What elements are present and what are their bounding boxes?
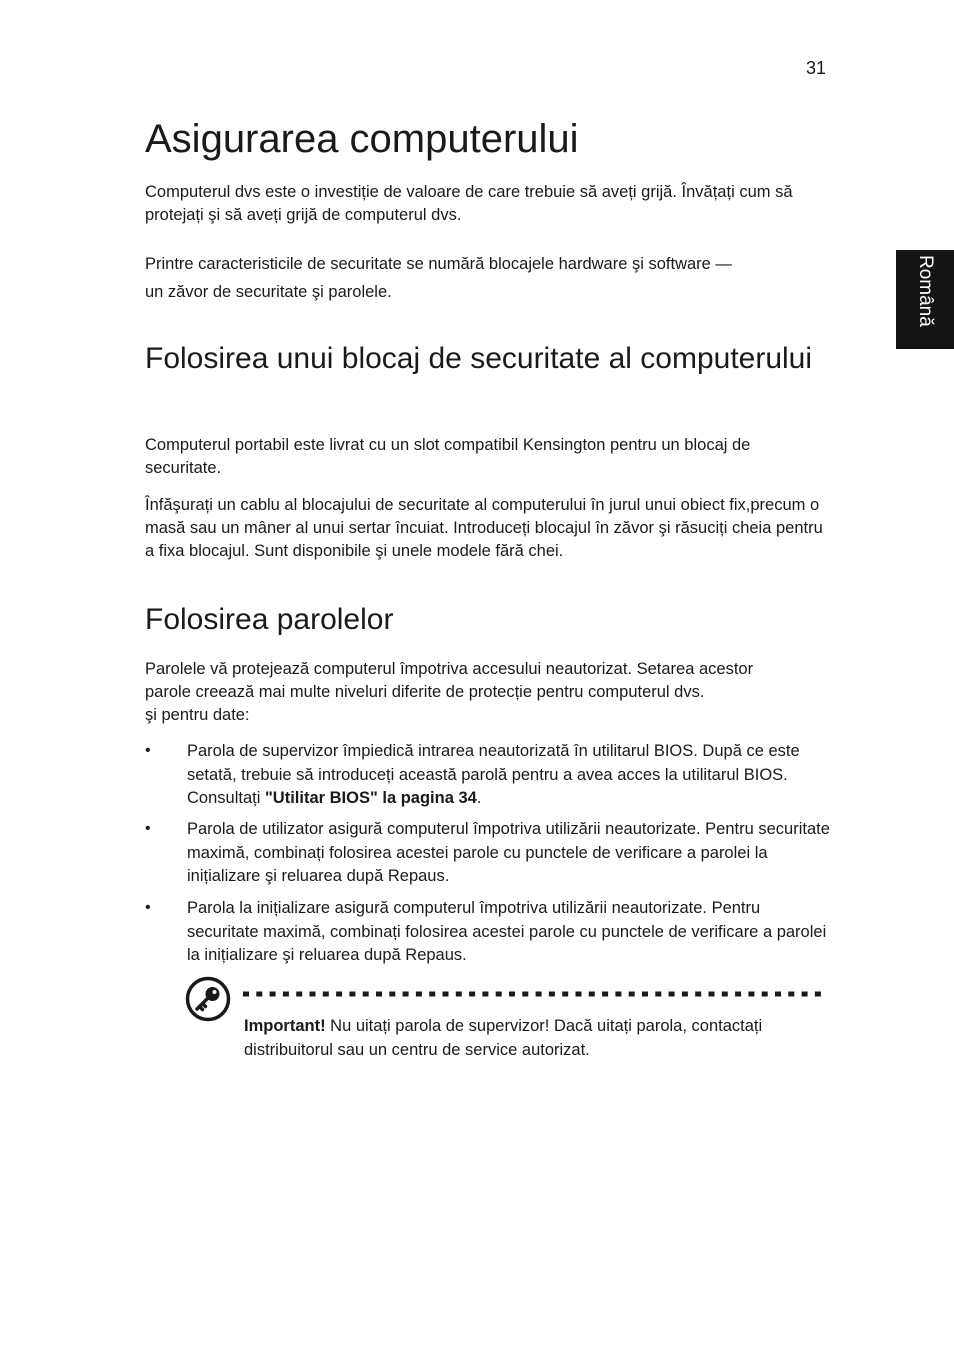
passwords-intro-line-3: şi pentru date: (145, 706, 250, 724)
intro-paragraph-1: Computerul dvs este o investiție de valoare de care trebuie să aveți grijă. Învățați cum să protejați şi să aveți grijă de computerul dvs. (145, 183, 793, 224)
list-item (145, 897, 830, 968)
note-label: Important! (244, 1017, 326, 1035)
bullet-text: Parola la inițializare asigură computerul împotriva utilizării neautorizate. Pentru securitate maximă, combinați folosirea acestei parole cu punctele de verificare a parolei la inițializare şi reluarea după Repaus. (187, 899, 827, 964)
intro-paragraph-2-line-1: Printre caracteristicile de securitate se numără blocajele hardware şi software — (145, 255, 732, 273)
section-heading-security-lock: Folosirea unui blocaj de securitate al computerului (145, 342, 813, 375)
page-number: 31 (806, 58, 827, 78)
bullet-icon: • (145, 820, 151, 837)
key-icon (185, 976, 231, 1022)
bullet-text: Parola de utilizator asigură computerul împotriva utilizării neautorizate. Pentru securitate maximă, combinați folosirea acestei parole cu punctele de verificare a parolei la inițializare şi reluarea după Repaus. (187, 820, 830, 885)
lock-paragraph-2: Înfăşurați un cablu al blocajului de securitate al computerului în jurul unui obiect fix,precum o masă sau un mâner al unui sertar încuiat. Introduceți blocajul în zăvor şi răsuciți cheia pentru a fixa blocajul. Sunt disponibile şi unele modele fără chei. (145, 496, 823, 560)
language-tab: Română (896, 250, 954, 349)
important-note (244, 1015, 804, 1062)
passwords-intro-line-2: parole creează mai multe niveluri diferite de protecție pentru computerul dvs. (145, 683, 705, 701)
bullet-icon: • (145, 899, 151, 916)
list-item (145, 740, 830, 811)
page-title: Asigurarea computerului (145, 117, 579, 161)
list-item (145, 818, 830, 889)
lock-paragraph-1: Computerul portabil este livrat cu un slot compatibil Kensington pentru un blocaj de securitate. (145, 436, 751, 477)
passwords-intro-line-1: Parolele vă protejează computerul împotriva accesului neautorizat. Setarea acestor (145, 660, 754, 678)
bullet-text: Parola de supervizor împiedică intrarea neautorizată în utilitarul BIOS. După ce este setată, trebuie să introduceți această parolă pentru a avea acces la utilitarul BIOS. Consultați (187, 742, 800, 807)
note-separator (243, 991, 826, 997)
intro-paragraph-2-line-2: un zăvor de securitate şi parolele. (145, 283, 392, 301)
bullet-icon: • (145, 742, 151, 759)
bullet-text-tail: . (476, 789, 482, 807)
section-heading-passwords: Folosirea parolelor (145, 603, 394, 636)
note-text: Nu uitați parola de supervizor! Dacă uitați parola, contactați distribuitorul sau un centru de service autorizat. (244, 1017, 763, 1059)
bios-page-reference: "Utilitar BIOS" la pagina 34 (264, 789, 477, 807)
